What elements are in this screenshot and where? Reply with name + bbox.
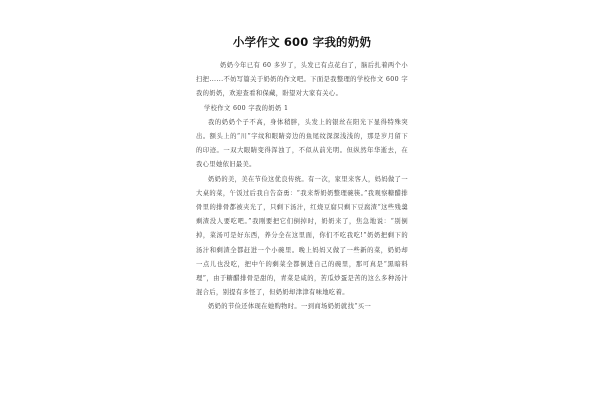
document-title: 小学作文 600 字我的奶奶 xyxy=(232,35,372,49)
intro-paragraph: 奶奶今年已有 60 多岁了，头发已有点花白了，脑后扎着两个小扫把......不妨写篇关于奶奶的作文吧。下面是我整理的学校作文 600 字我的奶奶，欢迎查看和保藏，盼望对大家有关心。 xyxy=(196,62,408,98)
essay-body xyxy=(196,34,408,315)
paragraph-frugality: 奶奶的美，美在节俭这优良传统。有一次，家里来客人，妈妈做了一大桌的菜，午饭过后我自告奋勇：“我来帮奶奶整理碗筷。”我观察糖醋排骨里的排骨都被夹光了，只剩下汤汁，红烧豆腐只剩下豆腐渣“这些残羹剩渣没人要吃吧。”我刚要把它们倒掉时，奶奶来了，焦急地说：“别倒掉，菜汤可是好东西，养分全在这里面，你们不吃我吃!”奶奶把剩下的汤汁和剩渣全都赶进一个小碗里。晚上妈妈又做了一些新的菜，奶奶却一点儿也没吃，把中午的剩菜全都倒进自己的碗里，那可真是“黑暗料理”，由于糖醋排骨是甜的，青菜是咸的，苦瓜炒蛋是苦的这么多种汤汁混合后，别提有多怪了，但奶奶却津津有味地吃着。 xyxy=(196,175,408,297)
section-heading: 学校作文 600 字我的奶奶 1 xyxy=(204,104,289,112)
paragraph-appearance: 我的奶奶个子不高，身体稍胖，头发上的银丝在阳光下显得特殊突出。额头上的“川”字纹和眼睛旁边的鱼尾纹深深浅浅的，那是岁月留下的印迹。一双大眼睛变得浑浊了，不似从前光明。但纵然年华逝去，在我心里她依旧最美。 xyxy=(196,118,408,169)
paragraph-shopping: 奶奶的节俭还体现在她购物时。一到商场奶奶就找“买一 xyxy=(208,303,372,311)
